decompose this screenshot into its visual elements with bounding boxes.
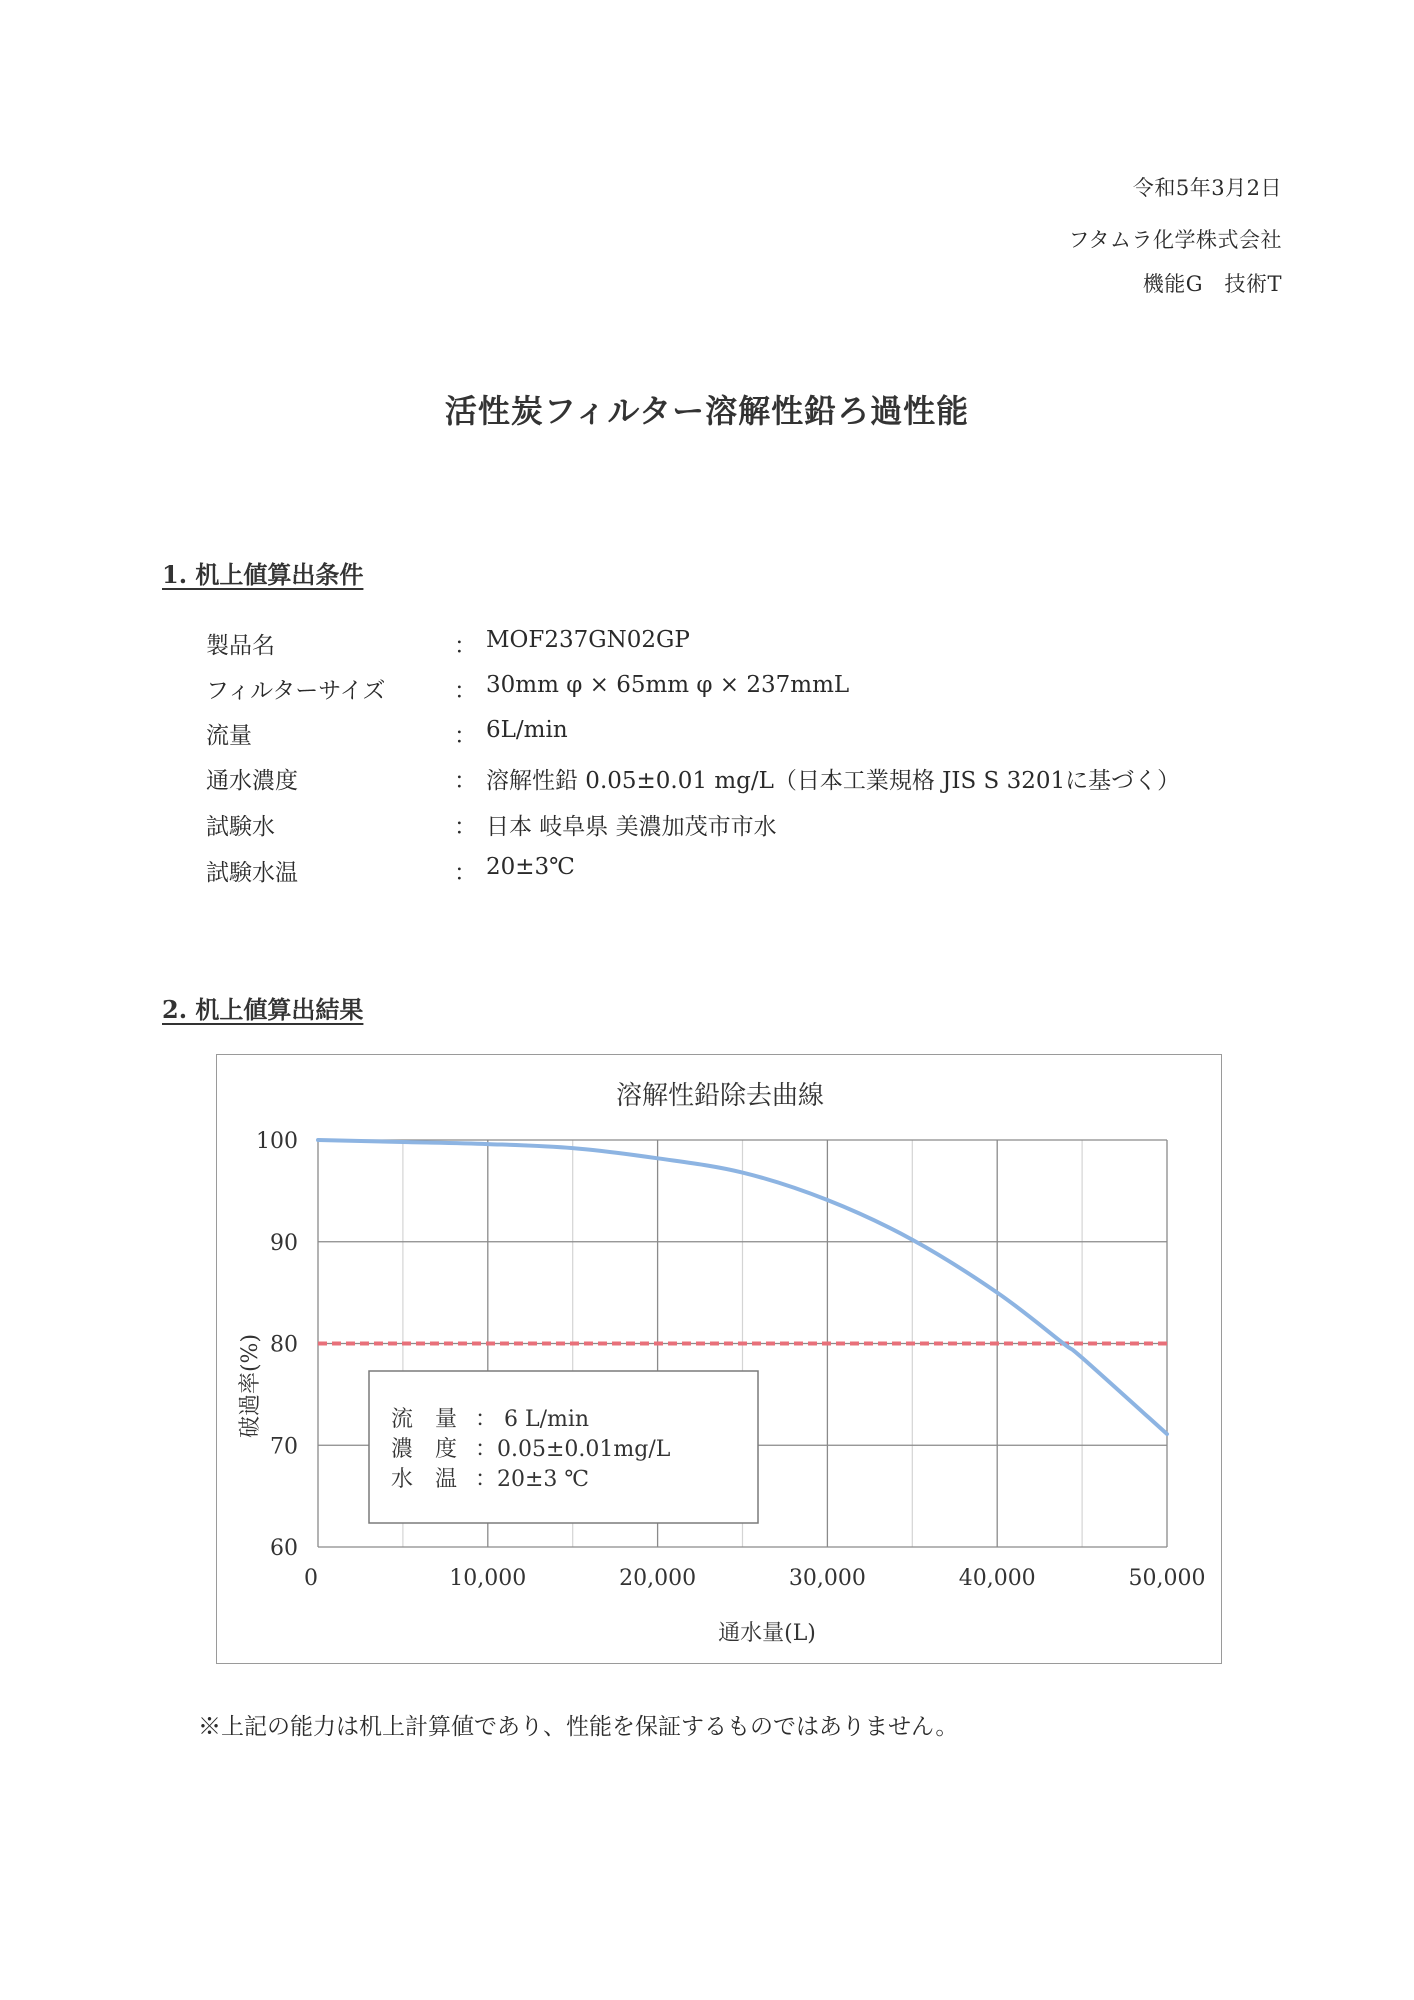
condition-label: 試験水 [206, 814, 275, 840]
condition-value: MOF237GN02GP [486, 627, 690, 653]
page-title: 活性炭フィルター溶解性鉛ろ過性能 [444, 392, 970, 430]
annotation-label: 流 量 [391, 1407, 458, 1432]
chart-canvas [217, 1055, 1223, 1665]
condition-value: 30mm φ × 65mm φ × 237mmL [486, 672, 850, 698]
condition-label: 製品名 [206, 633, 275, 659]
x-tick-label: 50,000 [1128, 1566, 1206, 1591]
condition-colon: ： [454, 768, 477, 794]
x-tick-label: 10,000 [449, 1566, 527, 1591]
y-tick-label: 90 [270, 1230, 298, 1256]
y-tick-label: 80 [270, 1332, 298, 1358]
lead-removal-chart [216, 1054, 1222, 1664]
condition-colon: ： [454, 814, 477, 840]
condition-value: 溶解性鉛 0.05±0.01 mg/L（日本工業規格 JIS S 3201に基づく） [486, 768, 1181, 794]
chart-title: 溶解性鉛除去曲線 [615, 1081, 825, 1111]
annotation-value: ： 6 L/min [475, 1407, 590, 1432]
x-tick-label: 30,000 [788, 1566, 866, 1591]
company-name: フタムラ化学株式会社 [1068, 228, 1282, 252]
y-tick-label: 60 [270, 1536, 298, 1561]
section-heading-results: 2. 机上値算出結果 [162, 995, 364, 1024]
department-name: 機能G 技術T [1142, 272, 1282, 296]
annotation-label: 濃 度 [391, 1437, 458, 1462]
annotation-value: ：20±3 ℃ [475, 1467, 590, 1492]
disclaimer-note: ※上記の能力は机上計算値であり、性能を保証するものではありません。 [198, 1714, 959, 1740]
x-tick-label: 20,000 [619, 1566, 697, 1591]
y-tick-label: 70 [270, 1434, 298, 1460]
condition-value: 20±3℃ [486, 854, 575, 880]
condition-colon: ： [454, 678, 477, 704]
conditions-annotation-box [369, 1371, 758, 1523]
document-date: 令和5年3月2日 [1132, 176, 1282, 200]
condition-label: 試験水温 [206, 860, 298, 886]
condition-colon: ： [454, 860, 477, 886]
x-tick-label: 0 [304, 1566, 318, 1591]
condition-colon: ： [454, 633, 477, 659]
x-tick-label: 40,000 [958, 1566, 1036, 1591]
condition-colon: ： [454, 723, 477, 749]
condition-value: 日本 岐阜県 美濃加茂市市水 [486, 814, 777, 840]
condition-label: 流量 [206, 723, 252, 749]
annotation-label: 水 温 [391, 1467, 458, 1492]
condition-value: 6L/min [486, 717, 568, 743]
condition-label: 通水濃度 [206, 768, 298, 794]
condition-label: フィルターサイズ [206, 678, 386, 704]
y-tick-label: 100 [256, 1129, 298, 1154]
annotation-value: ：0.05±0.01mg/L [475, 1437, 671, 1462]
section-heading-conditions: 1. 机上値算出条件 [162, 560, 364, 589]
y-axis-title: 破過率(%) [238, 1333, 263, 1439]
x-axis-title: 通水量(L) [718, 1621, 816, 1646]
